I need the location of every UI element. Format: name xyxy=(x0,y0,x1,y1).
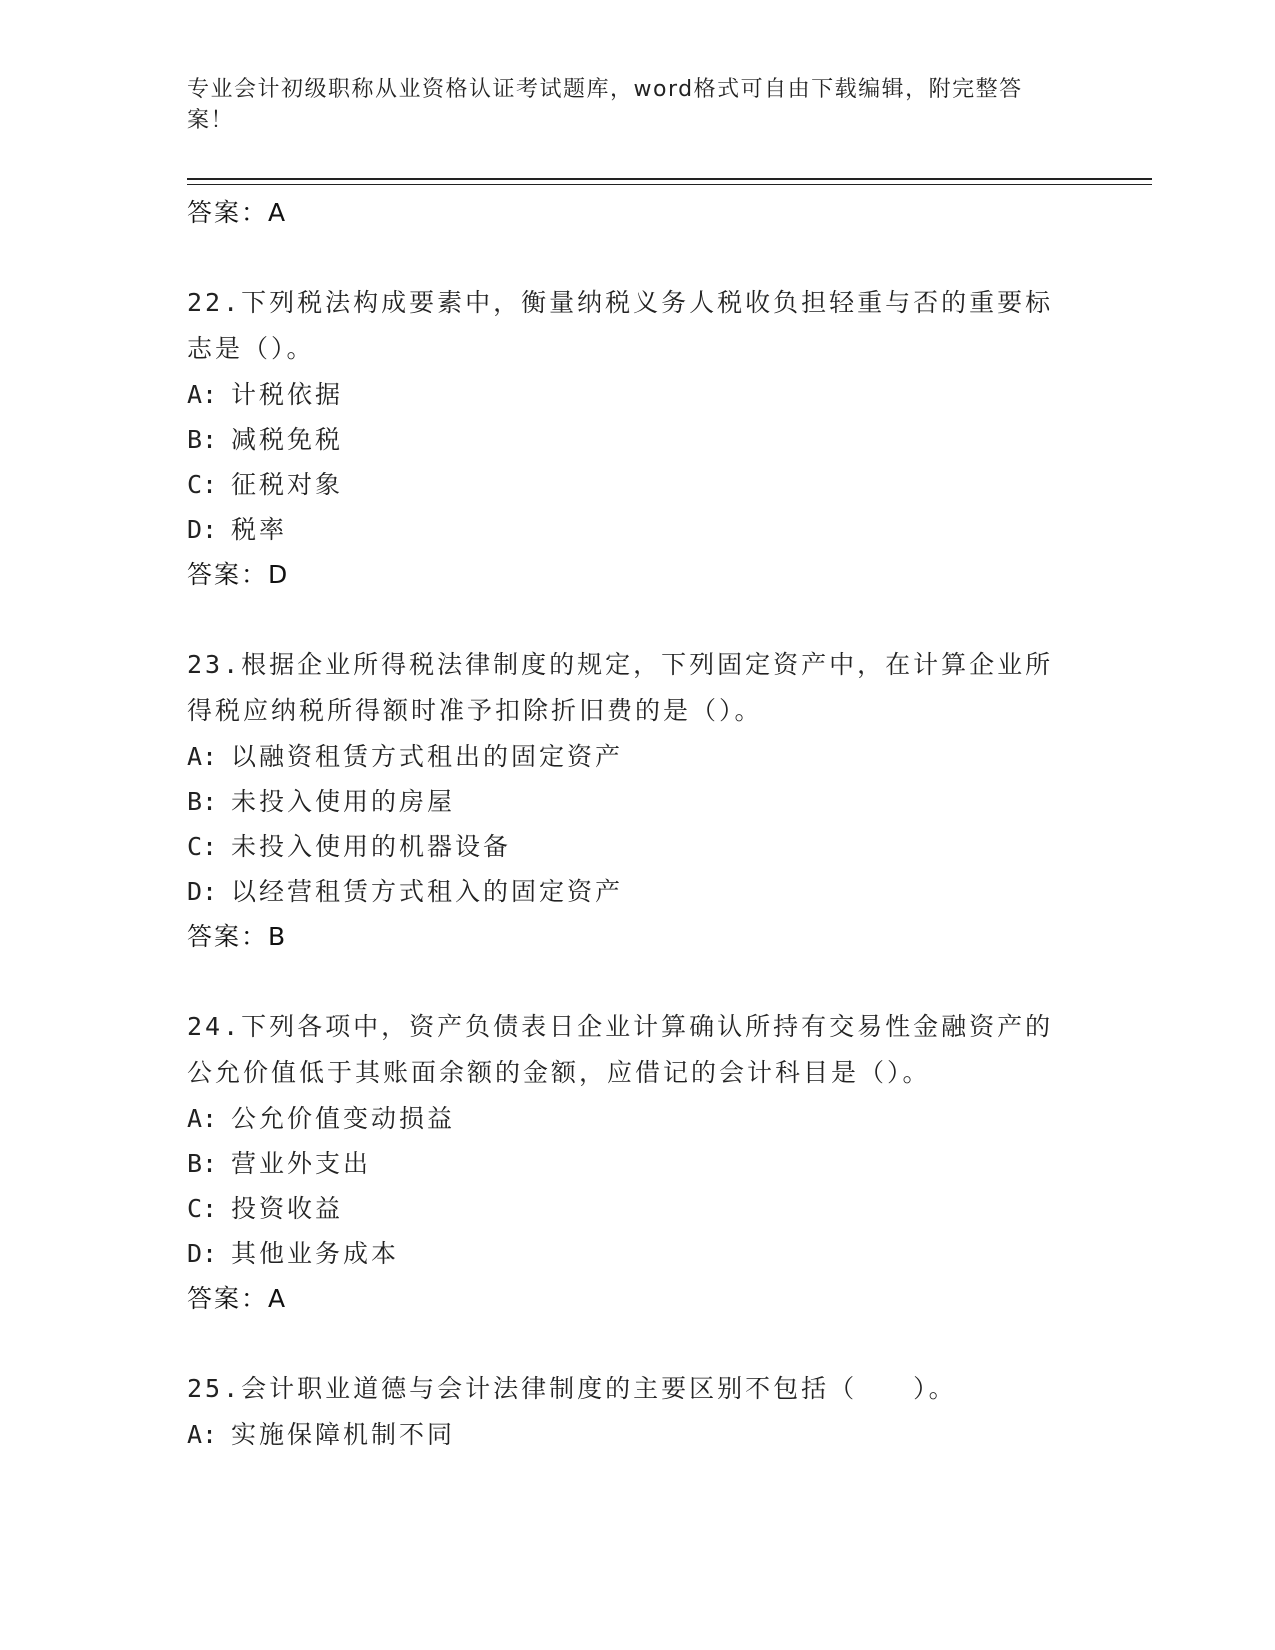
option-text: 计税依据 xyxy=(231,380,344,409)
option-text: 营业外支出 xyxy=(231,1149,372,1178)
question-answer: 答案：D xyxy=(187,560,290,589)
option-key: A: xyxy=(187,1104,218,1133)
spacer xyxy=(187,598,1087,642)
option-b xyxy=(187,779,1087,824)
page-header: 专业会计初级职称从业资格认证考试题库，word格式可自由下载编辑，附完整答案！ xyxy=(187,77,1023,133)
option-key: A: xyxy=(187,380,218,409)
question-stem: 22.下列税法构成要素中，衡量纳税义务人税收负担轻重与否的重要标志是（）。 xyxy=(187,288,1054,363)
option-c xyxy=(187,1186,1087,1231)
option-d xyxy=(187,507,1087,552)
question-list xyxy=(187,190,1087,1457)
option-text: 投资收益 xyxy=(231,1194,344,1223)
question-block xyxy=(187,1004,1087,1322)
option-key: C: xyxy=(187,1194,218,1223)
option-text: 其他业务成本 xyxy=(231,1239,400,1268)
option-text: 未投入使用的机器设备 xyxy=(231,832,512,861)
previous-answer: 答案：A xyxy=(187,198,288,227)
option-a xyxy=(187,1412,1087,1457)
option-text: 实施保障机制不同 xyxy=(231,1420,456,1449)
option-key: B: xyxy=(187,787,218,816)
option-text: 以融资租赁方式租出的固定资产 xyxy=(231,742,624,771)
option-key: A: xyxy=(187,1420,218,1449)
option-a xyxy=(187,734,1087,779)
option-key: C: xyxy=(187,832,218,861)
spacer xyxy=(187,960,1087,1004)
option-key: A: xyxy=(187,742,218,771)
option-key: D: xyxy=(187,515,218,544)
option-text: 减税免税 xyxy=(231,425,344,454)
option-c xyxy=(187,462,1087,507)
option-a xyxy=(187,1096,1087,1141)
question-stem: 25.会计职业道德与会计法律制度的主要区别不包括（ ）。 xyxy=(187,1374,957,1403)
option-d xyxy=(187,869,1087,914)
option-text: 征税对象 xyxy=(231,470,344,499)
question-answer: 答案：A xyxy=(187,1284,288,1313)
question-answer: 答案：B xyxy=(187,922,288,951)
option-b xyxy=(187,1141,1087,1186)
spacer xyxy=(187,236,1087,280)
option-key: B: xyxy=(187,425,218,454)
question-block xyxy=(187,280,1087,598)
option-key: D: xyxy=(187,877,218,906)
option-key: D: xyxy=(187,1239,218,1268)
option-text: 以经营租赁方式租入的固定资产 xyxy=(231,877,624,906)
question-stem: 24.下列各项中，资产负债表日企业计算确认所持有交易性金融资产的公允价值低于其账面余额的金额，应借记的会计科目是（）。 xyxy=(187,1012,1054,1087)
option-a xyxy=(187,372,1087,417)
option-text: 税率 xyxy=(231,515,288,544)
option-key: B: xyxy=(187,1149,218,1178)
option-text: 未投入使用的房屋 xyxy=(231,787,456,816)
option-d xyxy=(187,1231,1087,1276)
spacer xyxy=(187,1322,1087,1366)
header-divider-thin xyxy=(187,184,1152,185)
header-divider-thick xyxy=(187,178,1152,180)
question-stem: 23.根据企业所得税法律制度的规定，下列固定资产中，在计算企业所得税应纳税所得额时准予扣除折旧费的是（）。 xyxy=(187,650,1054,725)
option-b xyxy=(187,417,1087,462)
question-block xyxy=(187,642,1087,960)
option-c xyxy=(187,824,1087,869)
question-block xyxy=(187,1366,1087,1457)
option-key: C: xyxy=(187,470,218,499)
option-text: 公允价值变动损益 xyxy=(231,1104,456,1133)
